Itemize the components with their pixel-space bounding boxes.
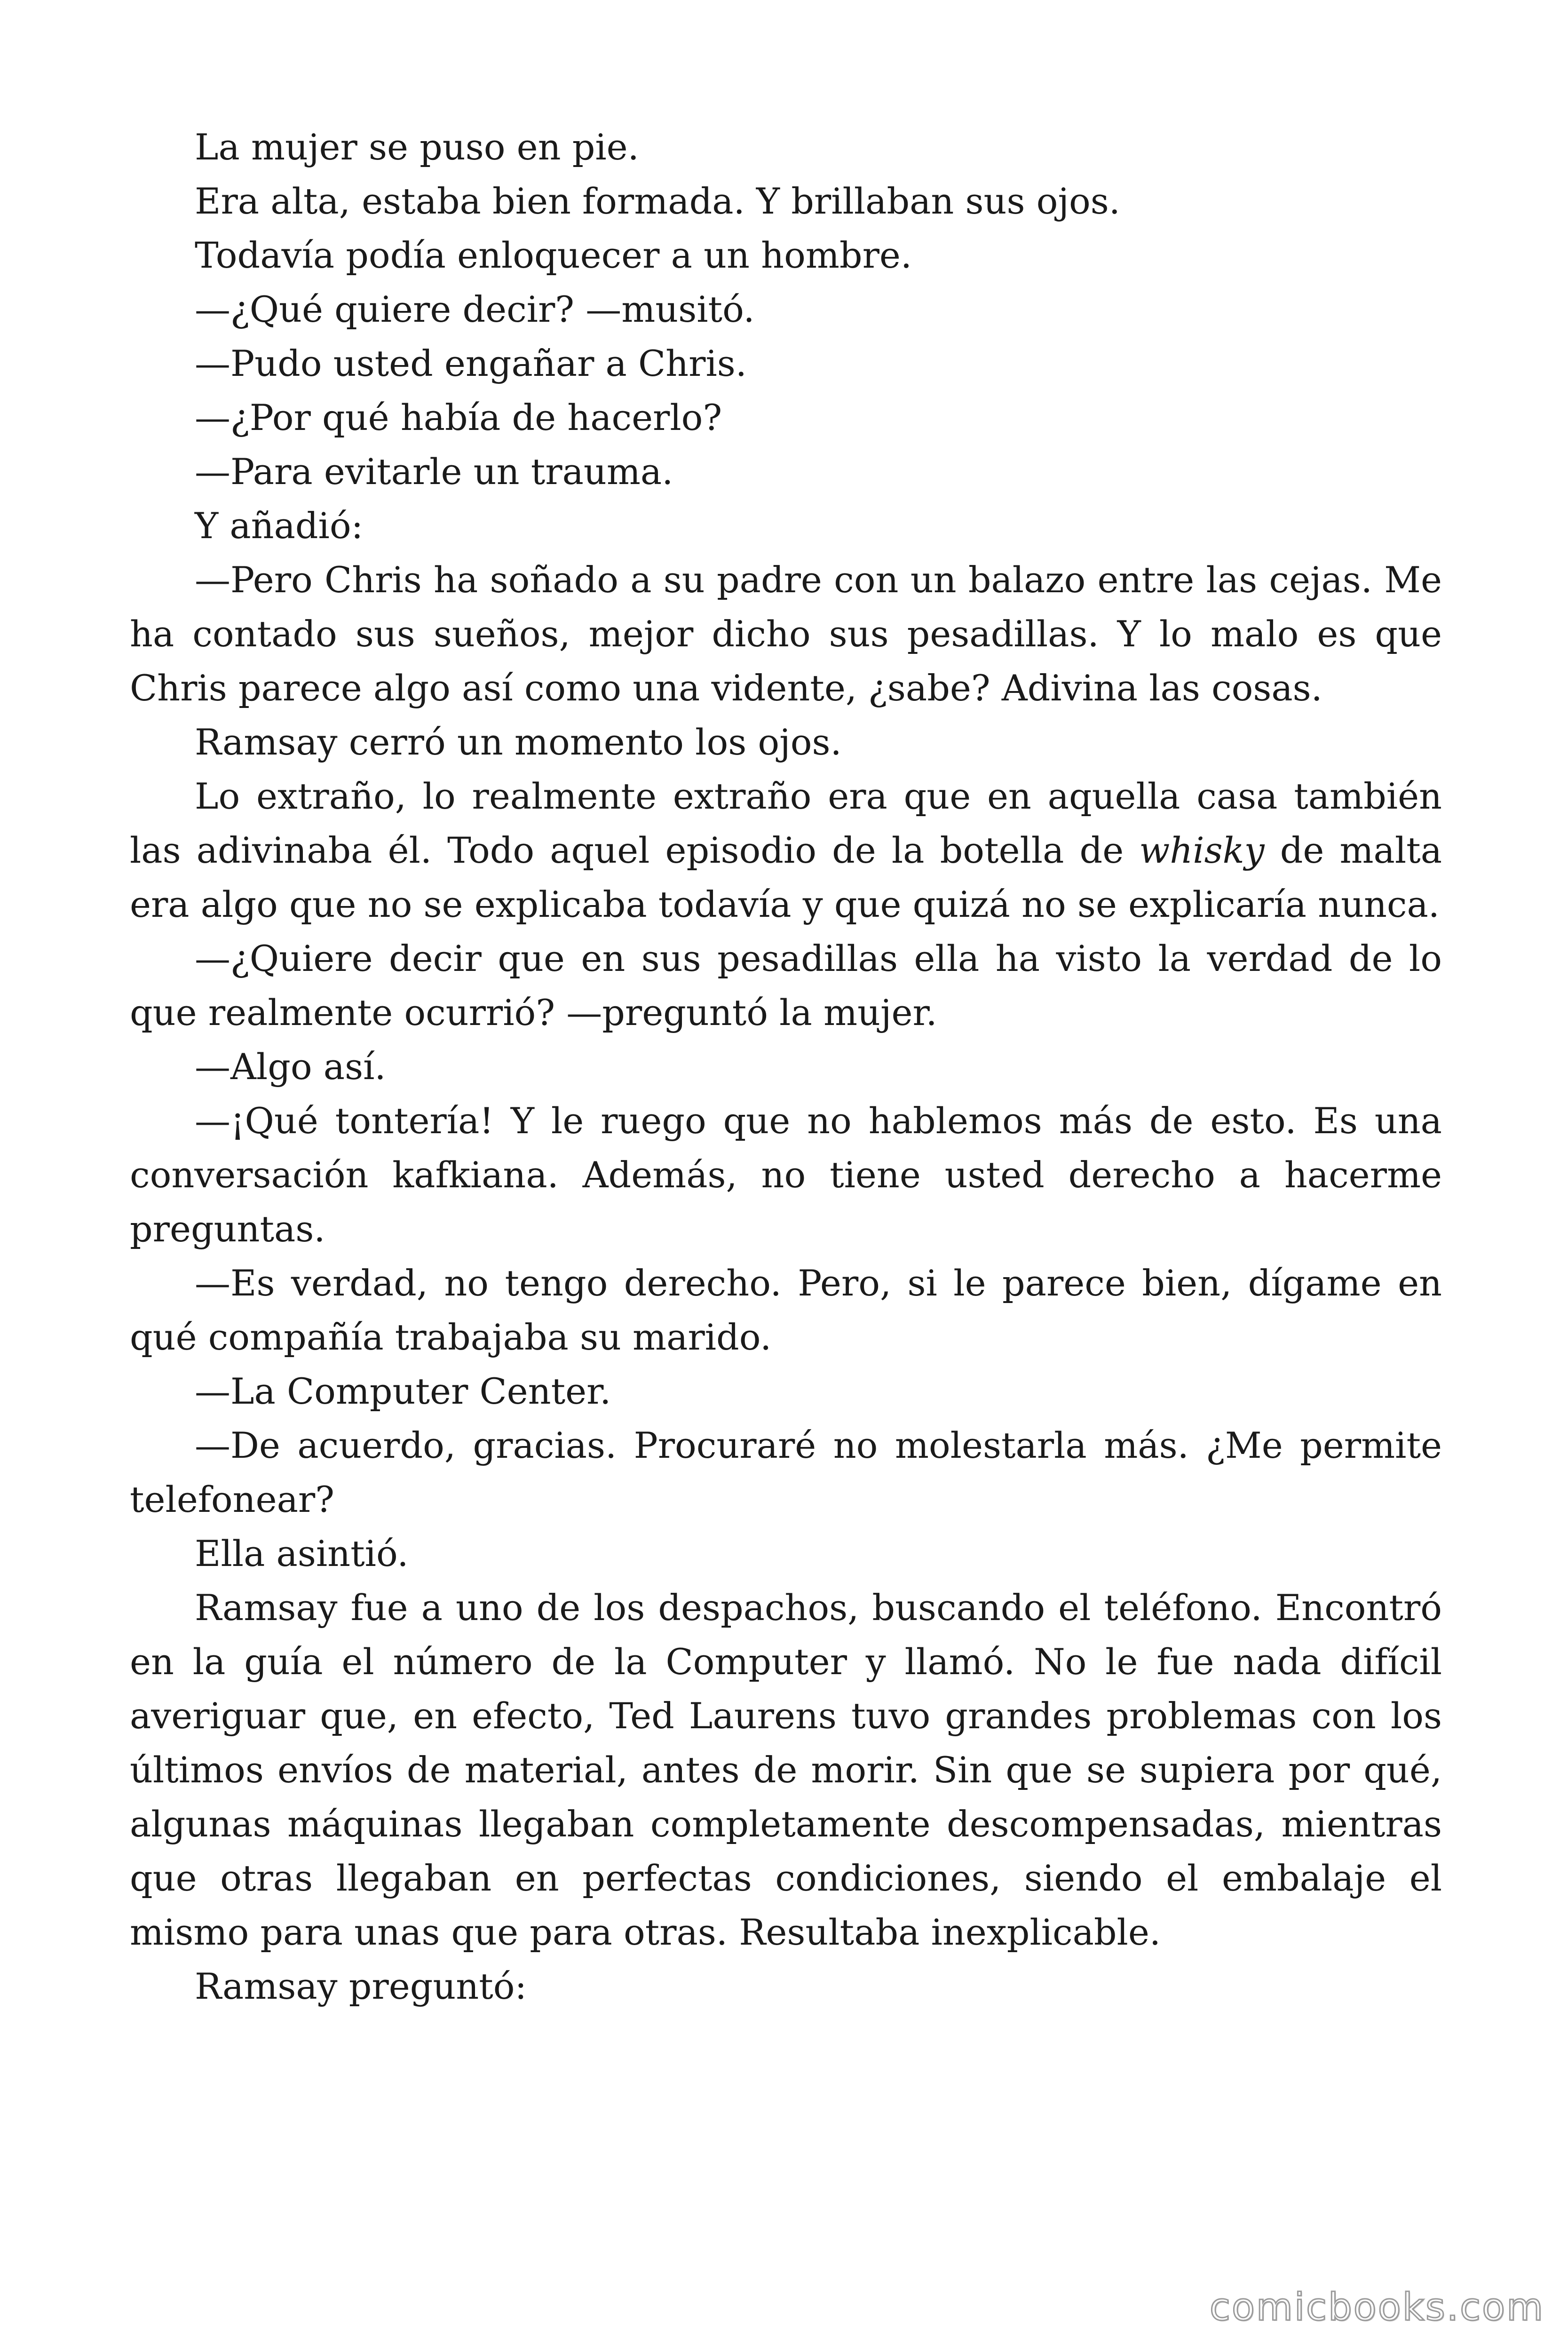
paragraph: —Es verdad, no tengo derecho. Pero, si le parece bien, dígame en qué compañía trabajaba su marido. [130,1262,1442,1358]
paragraph: Y añadió: [195,505,364,547]
paragraph: Ramsay preguntó: [195,1965,527,2007]
paragraph: La mujer se puso en pie. [195,126,639,168]
paragraph: —La Computer Center. [195,1370,611,1412]
paragraph: Ella asintió. [195,1533,409,1574]
body-text [130,120,1442,2013]
paragraph: Ramsay fue a uno de los despachos, buscando el teléfono. Encontró en la guía el número de la Computer y llamó. No le fue nada difícil averiguar que, en efecto, Ted Laurens tuvo grandes problemas con los últimos envíos de material, antes de morir. Sin que se supiera por qué, algunas máquinas llegaban completamente descompensadas, mientras que otras llegaban en perfectas condiciones, siendo el embalaje el mismo para unas que para otras. Resultaba inexplicable. [130,1587,1442,1953]
paragraph: —¡Qué tontería! Y le ruego que no hablemos más de esto. Es una conversación kafkiana. Además, no tiene usted derecho a hacerme preguntas. [130,1100,1442,1250]
paragraph: —¿Por qué había de hacerlo? [195,397,722,438]
paragraph-text: Lo extraño, lo realmente extraño era que en aquella casa también las adivinaba él. Todo aquel episodio de la botella de [130,775,1442,871]
watermark: comicbooks.com [1209,2285,1544,2329]
paragraph: —¿Quiere decir que en sus pesadillas ella ha visto la verdad de lo que realmente ocurrió? —preguntó la mujer. [130,938,1442,1033]
paragraph: Todavía podía enloquecer a un hombre. [195,234,912,276]
paragraph: Ramsay cerró un momento los ojos. [195,721,842,763]
paragraph: —De acuerdo, gracias. Procuraré no molestarla más. ¿Me permite telefonear? [130,1424,1442,1520]
paragraph-text: de malta era algo que no se explicaba todavía y que quizá no se explicaría nunca. [130,829,1442,925]
paragraph: —Para evitarle un trauma. [195,451,673,493]
paragraph: —Algo así. [195,1046,386,1088]
paragraph [130,769,1442,931]
paragraph: Era alta, estaba bien formada. Y brillaban sus ojos. [195,180,1120,222]
paragraph: —Pudo usted engañar a Chris. [195,342,747,384]
italic-word: whisky [1139,829,1265,871]
paragraph: —¿Qué quiere decir? —musitó. [195,288,755,330]
paragraph: —Pero Chris ha soñado a su padre con un balazo entre las cejas. Me ha contado sus sueños, mejor dicho sus pesadillas. Y lo malo es que Chris parece algo así como una vidente, ¿sabe? Adivina las cosas. [130,559,1442,709]
